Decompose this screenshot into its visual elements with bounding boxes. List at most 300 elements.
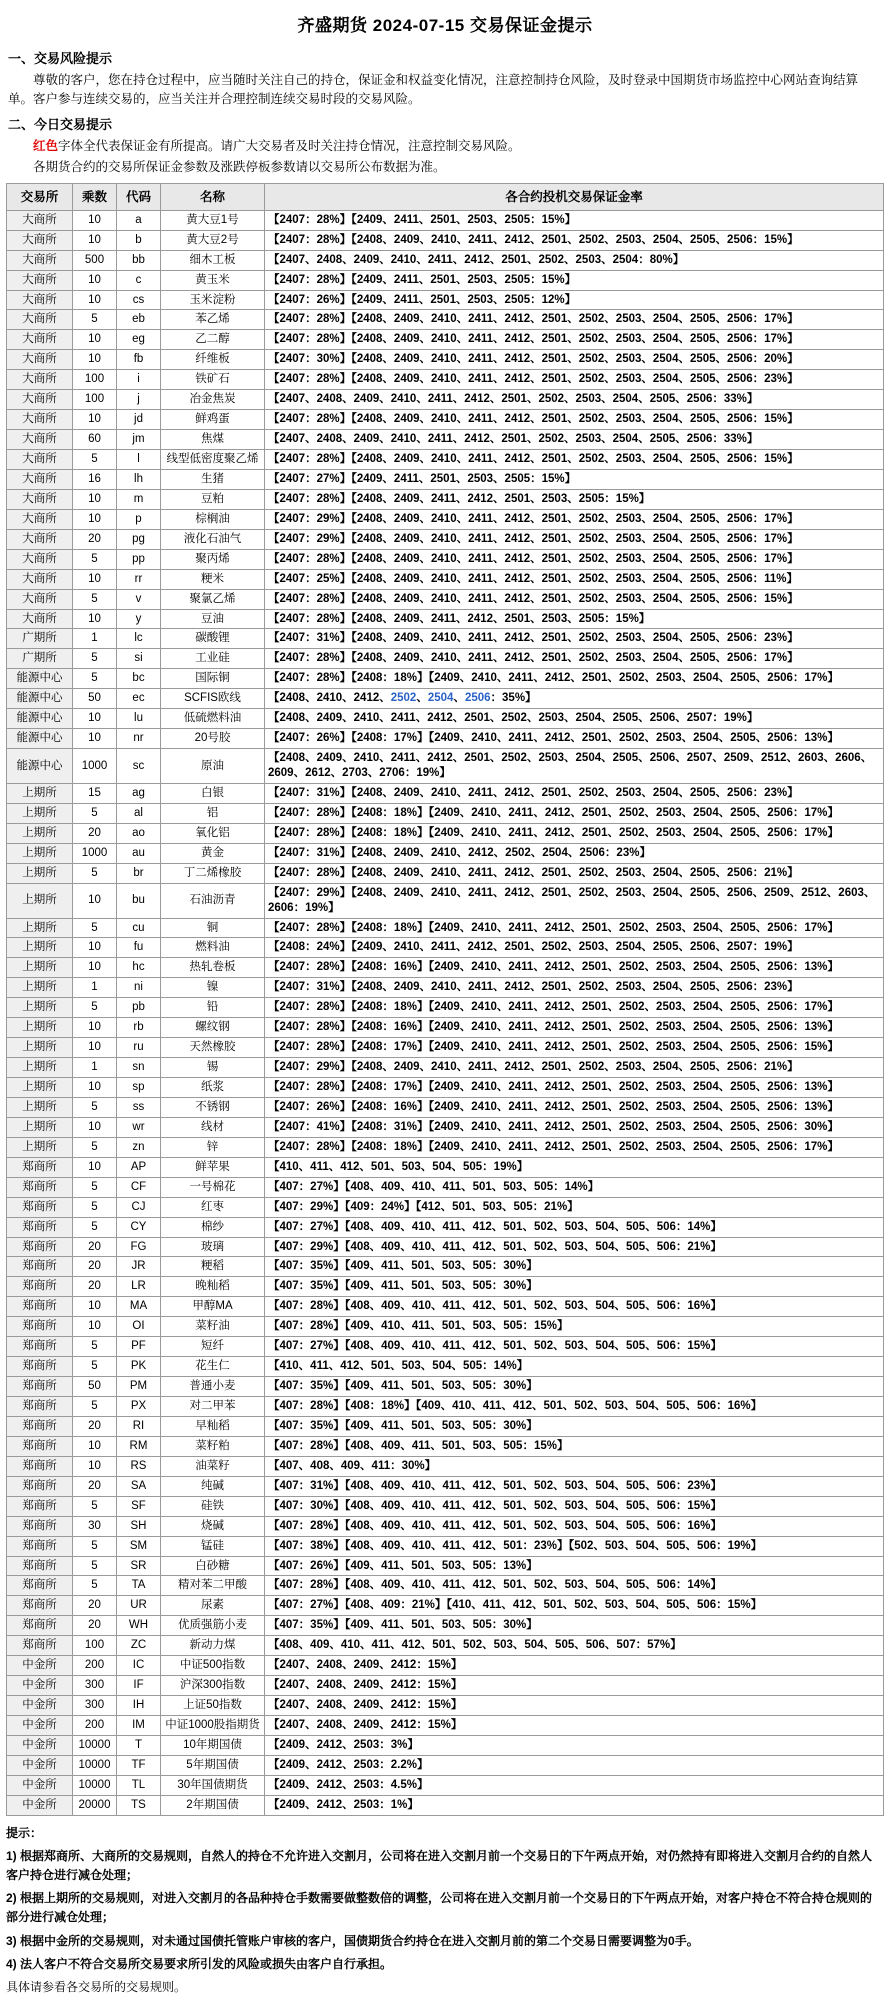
cell-rate: 【407：28%】【408、409、410、411、412、501、502、503、504、505、506：16%】 — [265, 1516, 884, 1536]
cell-code: rb — [117, 1018, 161, 1038]
table-row — [7, 549, 884, 569]
cell-name: 普通小麦 — [161, 1377, 265, 1397]
cell-code: lc — [117, 629, 161, 649]
table-row — [7, 1576, 884, 1596]
cell-multiplier: 100 — [73, 370, 117, 390]
cell-code: JR — [117, 1257, 161, 1277]
cell-exchange: 广期所 — [7, 649, 73, 669]
table-row — [7, 823, 884, 843]
risk-paragraph: 尊敬的客户，您在持仓过程中，应当随时关注自己的持仓，保证金和权益变化情况，注意控制持仓风险，及时登录中国期货市场监控中心网站查询结算单。客户参与连续交易的，应当关注并合理控制连续交易时段的交易风险。 — [8, 73, 859, 107]
cell-name: 早籼稻 — [161, 1416, 265, 1436]
cell-name: 油菜籽 — [161, 1456, 265, 1476]
cell-code: hc — [117, 958, 161, 978]
cell-name: 氧化铝 — [161, 823, 265, 843]
cell-multiplier: 10 — [73, 509, 117, 529]
cell-code: RI — [117, 1416, 161, 1436]
cell-code: SH — [117, 1516, 161, 1536]
margin-rate-table — [6, 183, 884, 1816]
cell-exchange: 郑商所 — [7, 1277, 73, 1297]
cell-multiplier: 5 — [73, 1536, 117, 1556]
cell-rate: 【2407、2408、2409、2412：15%】 — [265, 1716, 884, 1736]
cell-exchange: 上期所 — [7, 998, 73, 1018]
note-item — [6, 1953, 884, 1976]
cell-rate: 【2407：28%】【2408、2409、2410、2411、2412、2501、2502、2503、2504、2505、2506：17%】 — [265, 330, 884, 350]
cell-exchange: 中金所 — [7, 1696, 73, 1716]
cell-code: sn — [117, 1058, 161, 1078]
table-row — [7, 250, 884, 270]
table-row — [7, 1317, 884, 1337]
table-header-row — [7, 183, 884, 210]
notes-heading: 提示： — [6, 1825, 43, 1840]
cell-name: 生猪 — [161, 469, 265, 489]
cell-multiplier: 20 — [73, 1237, 117, 1257]
cell-rate: 【407：26%】【409、411、501、503、505：13%】 — [265, 1556, 884, 1576]
cell-multiplier: 5 — [73, 450, 117, 470]
cell-rate: 【407：27%】【408、409、410、411、412、501、502、503、504、505、506：14%】 — [265, 1217, 884, 1237]
cell-exchange: 中金所 — [7, 1795, 73, 1815]
table-row — [7, 350, 884, 370]
cell-exchange: 大商所 — [7, 430, 73, 450]
cell-code: bu — [117, 883, 161, 918]
cell-multiplier: 30 — [73, 1516, 117, 1536]
cell-name: 一号棉花 — [161, 1177, 265, 1197]
cell-exchange: 上期所 — [7, 958, 73, 978]
cell-code: bb — [117, 250, 161, 270]
cell-rate: 【2407：41%】【2408：31%】【2409、2410、2411、2412、2501、2502、2503、2504、2505、2506：30%】 — [265, 1117, 884, 1137]
cell-name: 国际铜 — [161, 669, 265, 689]
table-row — [7, 1536, 884, 1556]
table-row — [7, 649, 884, 669]
cell-exchange: 郑商所 — [7, 1536, 73, 1556]
cell-code: WH — [117, 1616, 161, 1636]
cell-exchange: 中金所 — [7, 1735, 73, 1755]
cell-rate: 【2407：28%】【2408：18%】【2409、2410、2411、2412、2501、2502、2503、2504、2505、2506：17%】 — [265, 918, 884, 938]
cell-name: 不锈钢 — [161, 1097, 265, 1117]
cell-exchange: 郑商所 — [7, 1337, 73, 1357]
cell-rate: 【407：27%】【408、409：21%】【410、411、412、501、502、503、504、505、506：15%】 — [265, 1596, 884, 1616]
table-body — [7, 210, 884, 1815]
cell-rate: 【2407：28%】【2408、2409、2411、2412、2501、2503、2505：15%】 — [265, 489, 884, 509]
cell-exchange: 郑商所 — [7, 1596, 73, 1616]
cell-rate: 【2407：28%】【2409、2411、2501、2503、2505：15%】 — [265, 270, 884, 290]
cell-exchange: 大商所 — [7, 509, 73, 529]
cell-rate: 【2407：28%】【2408：18%】【2409、2410、2411、2412、2501、2502、2503、2504、2505、2506：17%】 — [265, 998, 884, 1018]
cell-rate: 【2407：28%】【2408、2409、2410、2411、2412、2501、2502、2503、2504、2505、2506：21%】 — [265, 863, 884, 883]
table-row — [7, 330, 884, 350]
cell-rate: 【2407：28%】【2408、2409、2410、2411、2412、2501、2502、2503、2504、2505、2506：17%】 — [265, 649, 884, 669]
cell-name: 锰硅 — [161, 1536, 265, 1556]
cell-rate: 【407：28%】【408、409、410、411、412、501、502、503、504、505、506：14%】 — [265, 1576, 884, 1596]
cell-exchange: 中金所 — [7, 1755, 73, 1775]
cell-multiplier: 10 — [73, 1078, 117, 1098]
cell-rate: 【2407：27%】【2409、2411、2501、2503、2505：15%】 — [265, 469, 884, 489]
note-text: 法人客户不符合交易所交易要求所引发的风险或损失由客户自行承担。 — [20, 1956, 393, 1971]
cell-code: lh — [117, 469, 161, 489]
cell-rate: 【2407：28%】【2408、2409、2410、2411、2412、2501、2502、2503、2504、2505、2506：15%】 — [265, 589, 884, 609]
cell-code: ZC — [117, 1636, 161, 1656]
cell-code: RM — [117, 1436, 161, 1456]
cell-exchange: 大商所 — [7, 450, 73, 470]
cell-code: ec — [117, 689, 161, 709]
red-emphasis: 红色 — [33, 138, 59, 153]
cell-name: 10年期国债 — [161, 1735, 265, 1755]
cell-multiplier: 50 — [73, 1377, 117, 1397]
table-row — [7, 1716, 884, 1736]
table-row — [7, 883, 884, 918]
today-paragraph-2: 各期货合约的交易所保证金参数及涨跌停板参数请以交易所公布数据为准。 — [33, 160, 446, 175]
cell-name: 黄大豆1号 — [161, 210, 265, 230]
cell-rate: 【2408、2409、2410、2411、2412、2501、2502、2503、2504、2505、2506、2507、2509、2512、2603、2606、2609、2612、2703、2706：19%】 — [265, 749, 884, 784]
cell-name: 菜籽粕 — [161, 1436, 265, 1456]
cell-multiplier: 10 — [73, 938, 117, 958]
cell-multiplier: 10 — [73, 1456, 117, 1476]
cell-exchange: 上期所 — [7, 1117, 73, 1137]
table-row — [7, 1157, 884, 1177]
cell-code: SM — [117, 1536, 161, 1556]
cell-exchange: 郑商所 — [7, 1516, 73, 1536]
note-text: 根据上期所的交易规则，对进入交割月的各品种持仓手数需要做整数倍的调整，公司将在进入交割月前一个交易日的下午两点开始，对客户持仓不符合持仓规则的部分进行减仓处理； — [6, 1891, 873, 1925]
cell-name: 纯碱 — [161, 1476, 265, 1496]
cell-multiplier: 10 — [73, 210, 117, 230]
cell-multiplier: 10000 — [73, 1735, 117, 1755]
cell-name: 线材 — [161, 1117, 265, 1137]
cell-exchange: 大商所 — [7, 250, 73, 270]
cell-name: 甲醇MA — [161, 1297, 265, 1317]
cell-code: al — [117, 803, 161, 823]
cell-name: 丁二烯橡胶 — [161, 863, 265, 883]
cell-exchange: 中金所 — [7, 1716, 73, 1736]
cell-rate: 【407、408、409、411：30%】 — [265, 1456, 884, 1476]
table-row — [7, 689, 884, 709]
cell-exchange: 郑商所 — [7, 1297, 73, 1317]
cell-multiplier: 5 — [73, 863, 117, 883]
cell-name: 工业硅 — [161, 649, 265, 669]
cell-name: 聚氯乙烯 — [161, 589, 265, 609]
cell-name: 硅铁 — [161, 1496, 265, 1516]
cell-code: ag — [117, 783, 161, 803]
cell-multiplier: 5 — [73, 1137, 117, 1157]
cell-code: CY — [117, 1217, 161, 1237]
cell-code: au — [117, 843, 161, 863]
cell-multiplier: 20 — [73, 1596, 117, 1616]
cell-code: eg — [117, 330, 161, 350]
cell-exchange: 上期所 — [7, 803, 73, 823]
cell-name: 纤维板 — [161, 350, 265, 370]
cell-code: PF — [117, 1337, 161, 1357]
cell-exchange: 大商所 — [7, 569, 73, 589]
cell-rate: 【407：30%】【408、409、410、411、412、501、502、503、504、505、506：15%】 — [265, 1496, 884, 1516]
table-row — [7, 450, 884, 470]
cell-exchange: 郑商所 — [7, 1177, 73, 1197]
table-row — [7, 958, 884, 978]
cell-exchange: 郑商所 — [7, 1436, 73, 1456]
cell-code: fb — [117, 350, 161, 370]
cell-rate: 【2408、2409、2410、2411、2412、2501、2502、2503、2504、2505、2506、2507：19%】 — [265, 709, 884, 729]
cell-name: 铅 — [161, 998, 265, 1018]
cell-exchange: 中金所 — [7, 1656, 73, 1676]
cell-multiplier: 5 — [73, 1097, 117, 1117]
table-row — [7, 783, 884, 803]
cell-code: sp — [117, 1078, 161, 1098]
table-row — [7, 1696, 884, 1716]
cell-multiplier: 100 — [73, 1636, 117, 1656]
cell-multiplier: 5 — [73, 310, 117, 330]
cell-rate: 【2407、2408、2409、2412：15%】 — [265, 1656, 884, 1676]
cell-code: pb — [117, 998, 161, 1018]
note-item — [6, 1930, 884, 1953]
cell-exchange: 能源中心 — [7, 689, 73, 709]
cell-rate: 【2407：28%】【2408：18%】【2409、2410、2411、2412、2501、2502、2503、2504、2505、2506：17%】 — [265, 669, 884, 689]
cell-multiplier: 10 — [73, 230, 117, 250]
cell-rate: 【2407：28%】【2408：18%】【2409、2410、2411、2412、2501、2502、2503、2504、2505、2506：17%】 — [265, 1137, 884, 1157]
cell-exchange: 郑商所 — [7, 1317, 73, 1337]
table-row — [7, 370, 884, 390]
cell-code: PM — [117, 1377, 161, 1397]
cell-multiplier: 10 — [73, 330, 117, 350]
cell-multiplier: 50 — [73, 689, 117, 709]
cell-code: eb — [117, 310, 161, 330]
today-paragraph-1 — [6, 136, 884, 157]
cell-rate: 【2407：28%】【2408、2409、2411、2412、2501、2503、2505：15%】 — [265, 609, 884, 629]
table-row — [7, 729, 884, 749]
cell-exchange: 大商所 — [7, 489, 73, 509]
note-text: 根据郑商所、大商所的交易规则，自然人的持仓不允许进入交割月，公司将在进入交割月前一个交易日的下午两点开始，对仍然持有即将进入交割月合约的自然人客户持仓进行减仓处理； — [6, 1848, 873, 1883]
cell-multiplier: 10 — [73, 1018, 117, 1038]
cell-code: bc — [117, 669, 161, 689]
cell-multiplier: 10 — [73, 1157, 117, 1177]
cell-exchange: 能源中心 — [7, 749, 73, 784]
table-row — [7, 310, 884, 330]
cell-name: 沪深300指数 — [161, 1676, 265, 1696]
table-row — [7, 1596, 884, 1616]
table-row — [7, 1436, 884, 1456]
cell-name: 铜 — [161, 918, 265, 938]
cell-exchange: 上期所 — [7, 883, 73, 918]
cell-name: 鲜苹果 — [161, 1157, 265, 1177]
table-row — [7, 918, 884, 938]
cell-rate: 【2407：29%】【2408、2409、2410、2411、2412、2501、2502、2503、2504、2505、2506：21%】 — [265, 1058, 884, 1078]
cell-multiplier: 200 — [73, 1656, 117, 1676]
cell-name: 原油 — [161, 749, 265, 784]
cell-multiplier: 5 — [73, 918, 117, 938]
cell-code: CF — [117, 1177, 161, 1197]
cell-code: cu — [117, 918, 161, 938]
cell-multiplier: 5 — [73, 589, 117, 609]
cell-multiplier: 10 — [73, 883, 117, 918]
cell-rate: 【2407：28%】【2408：18%】【2409、2410、2411、2412、2501、2502、2503、2504、2505、2506：17%】 — [265, 803, 884, 823]
notes-footer: 具体请参看各交易所的交易规则。 — [6, 1980, 187, 1994]
cell-name: 棕榈油 — [161, 509, 265, 529]
cell-rate: 【407：29%】【408、409、410、411、412、501、502、503、504、505、506：21%】 — [265, 1237, 884, 1257]
cell-name: 热轧卷板 — [161, 958, 265, 978]
cell-multiplier: 5 — [73, 998, 117, 1018]
cell-name: 白银 — [161, 783, 265, 803]
cell-rate: 【407：28%】【409、410、411、501、503、505：15%】 — [265, 1317, 884, 1337]
cell-exchange: 郑商所 — [7, 1576, 73, 1596]
cell-rate: 【407：35%】【409、411、501、503、505：30%】 — [265, 1257, 884, 1277]
cell-multiplier: 20000 — [73, 1795, 117, 1815]
cell-multiplier: 5 — [73, 649, 117, 669]
table-row — [7, 1257, 884, 1277]
table-row — [7, 1616, 884, 1636]
cell-exchange: 上期所 — [7, 938, 73, 958]
cell-exchange: 大商所 — [7, 609, 73, 629]
table-row — [7, 1217, 884, 1237]
table-row — [7, 1097, 884, 1117]
table-row — [7, 1137, 884, 1157]
cell-exchange: 上期所 — [7, 863, 73, 883]
cell-exchange: 大商所 — [7, 290, 73, 310]
cell-multiplier: 100 — [73, 390, 117, 410]
cell-exchange: 郑商所 — [7, 1456, 73, 1476]
cell-multiplier: 5 — [73, 1496, 117, 1516]
cell-rate: 【2407：28%】【2408：17%】【2409、2410、2411、2412、2501、2502、2503、2504、2505、2506：13%】 — [265, 1078, 884, 1098]
cell-multiplier: 20 — [73, 1476, 117, 1496]
cell-code: sc — [117, 749, 161, 784]
table-row — [7, 1636, 884, 1656]
cell-code: ni — [117, 978, 161, 998]
cell-rate: 【2407、2408、2409、2410、2411、2412、2501、2502、2503、2504：80%】 — [265, 250, 884, 270]
cell-exchange: 中金所 — [7, 1676, 73, 1696]
cell-code: ru — [117, 1038, 161, 1058]
cell-rate: 【2407：28%】【2408：18%】【2409、2410、2411、2412、2501、2502、2503、2504、2505、2506：17%】 — [265, 823, 884, 843]
table-row — [7, 290, 884, 310]
cell-code: rr — [117, 569, 161, 589]
cell-rate: 【2407：31%】【2408、2409、2410、2411、2412、2501、2502、2503、2504、2505、2506：23%】 — [265, 783, 884, 803]
cell-exchange: 能源中心 — [7, 669, 73, 689]
section-heading-risk: 一、交易风险提示 — [8, 51, 113, 66]
page-title: 齐盛期货 2024-07-15 交易保证金提示 — [297, 16, 593, 35]
cell-exchange: 上期所 — [7, 1038, 73, 1058]
cell-code: p — [117, 509, 161, 529]
cell-rate: 【407：35%】【409、411、501、503、505：30%】 — [265, 1416, 884, 1436]
cell-multiplier: 10 — [73, 1297, 117, 1317]
cell-rate: 【2409、2412、2503：3%】 — [265, 1735, 884, 1755]
cell-name: 细木工板 — [161, 250, 265, 270]
cell-multiplier: 5 — [73, 1556, 117, 1576]
cell-code: TA — [117, 1576, 161, 1596]
cell-code: si — [117, 649, 161, 669]
table-row — [7, 629, 884, 649]
cell-rate: 【2407：31%】【2408、2409、2410、2411、2412、2501、2502、2503、2504、2505、2506：23%】 — [265, 978, 884, 998]
cell-rate: 【2407、2408、2409、2410、2411、2412、2501、2502、2503、2504、2505、2506：33%】 — [265, 430, 884, 450]
cell-multiplier: 5 — [73, 1397, 117, 1417]
cell-name: 豆油 — [161, 609, 265, 629]
cell-name: 对二甲苯 — [161, 1397, 265, 1417]
cell-name: 线型低密度聚乙烯 — [161, 450, 265, 470]
cell-exchange: 大商所 — [7, 589, 73, 609]
cell-rate: 【2407：25%】【2408、2409、2410、2411、2412、2501、2502、2503、2504、2505、2506：11%】 — [265, 569, 884, 589]
cell-code: PX — [117, 1397, 161, 1417]
cell-multiplier: 200 — [73, 1716, 117, 1736]
cell-code: pg — [117, 529, 161, 549]
table-row — [7, 669, 884, 689]
section-heading-today: 二、今日交易提示 — [8, 116, 113, 132]
section-risk-notice — [6, 45, 884, 111]
cell-multiplier: 300 — [73, 1696, 117, 1716]
cell-rate: 【2407、2408、2409、2412：15%】 — [265, 1676, 884, 1696]
cell-name: 30年国债期货 — [161, 1775, 265, 1795]
cell-exchange: 中金所 — [7, 1775, 73, 1795]
cell-name: 碳酸锂 — [161, 629, 265, 649]
cell-multiplier: 1 — [73, 1058, 117, 1078]
table-row — [7, 569, 884, 589]
cell-code: y — [117, 609, 161, 629]
table-row — [7, 843, 884, 863]
cell-code: AP — [117, 1157, 161, 1177]
cell-rate: 【2409、2412、2503：2.2%】 — [265, 1755, 884, 1775]
table-row — [7, 1058, 884, 1078]
cell-exchange: 大商所 — [7, 350, 73, 370]
cell-exchange: 上期所 — [7, 1058, 73, 1078]
table-row — [7, 1556, 884, 1576]
table-row — [7, 1775, 884, 1795]
cell-name: 鲜鸡蛋 — [161, 410, 265, 430]
cell-name: 镍 — [161, 978, 265, 998]
cell-exchange: 大商所 — [7, 529, 73, 549]
table-header — [7, 183, 884, 210]
cell-multiplier: 20 — [73, 529, 117, 549]
cell-code: IC — [117, 1656, 161, 1676]
table-row — [7, 609, 884, 629]
cell-name: 纸浆 — [161, 1078, 265, 1098]
cell-rate: 【2407：28%】【2409、2411、2501、2503、2505：15%】 — [265, 210, 884, 230]
today-paragraph-1-rest: 字体全代表保证金有所提高。请广大交易者及时关注持仓情况，注意控制交易风险。 — [58, 138, 521, 153]
cell-code: CJ — [117, 1197, 161, 1217]
cell-multiplier: 5 — [73, 549, 117, 569]
notes-section — [6, 1824, 884, 2000]
cell-multiplier: 60 — [73, 430, 117, 450]
cell-name: 中证500指数 — [161, 1656, 265, 1676]
cell-code: FG — [117, 1237, 161, 1257]
cell-multiplier: 10 — [73, 1038, 117, 1058]
cell-exchange: 上期所 — [7, 783, 73, 803]
cell-name: 白砂糖 — [161, 1556, 265, 1576]
table-row — [7, 1117, 884, 1137]
cell-name: 液化石油气 — [161, 529, 265, 549]
cell-exchange: 大商所 — [7, 410, 73, 430]
table-row — [7, 410, 884, 430]
cell-exchange: 郑商所 — [7, 1257, 73, 1277]
table-row — [7, 1755, 884, 1775]
cell-exchange: 郑商所 — [7, 1157, 73, 1177]
cell-code: ao — [117, 823, 161, 843]
cell-exchange: 郑商所 — [7, 1496, 73, 1516]
cell-multiplier: 1 — [73, 978, 117, 998]
cell-name: 花生仁 — [161, 1357, 265, 1377]
table-row — [7, 270, 884, 290]
cell-exchange: 郑商所 — [7, 1217, 73, 1237]
cell-rate: 【2407：28%】【2408：17%】【2409、2410、2411、2412、2501、2502、2503、2504、2505、2506：15%】 — [265, 1038, 884, 1058]
cell-name: 粳稻 — [161, 1257, 265, 1277]
cell-name: 中证1000股指期货 — [161, 1716, 265, 1736]
cell-name: 天然橡胶 — [161, 1038, 265, 1058]
cell-code: TL — [117, 1775, 161, 1795]
table-row — [7, 1496, 884, 1516]
cell-exchange: 大商所 — [7, 549, 73, 569]
cell-multiplier: 10 — [73, 1436, 117, 1456]
cell-exchange: 能源中心 — [7, 729, 73, 749]
notes-list — [6, 1845, 884, 1976]
cell-name: 焦煤 — [161, 430, 265, 450]
cell-name: 5年期国债 — [161, 1755, 265, 1775]
table-row — [7, 210, 884, 230]
table-row — [7, 1516, 884, 1536]
cell-multiplier: 10 — [73, 489, 117, 509]
cell-multiplier: 5 — [73, 1217, 117, 1237]
table-row — [7, 978, 884, 998]
table-row — [7, 938, 884, 958]
